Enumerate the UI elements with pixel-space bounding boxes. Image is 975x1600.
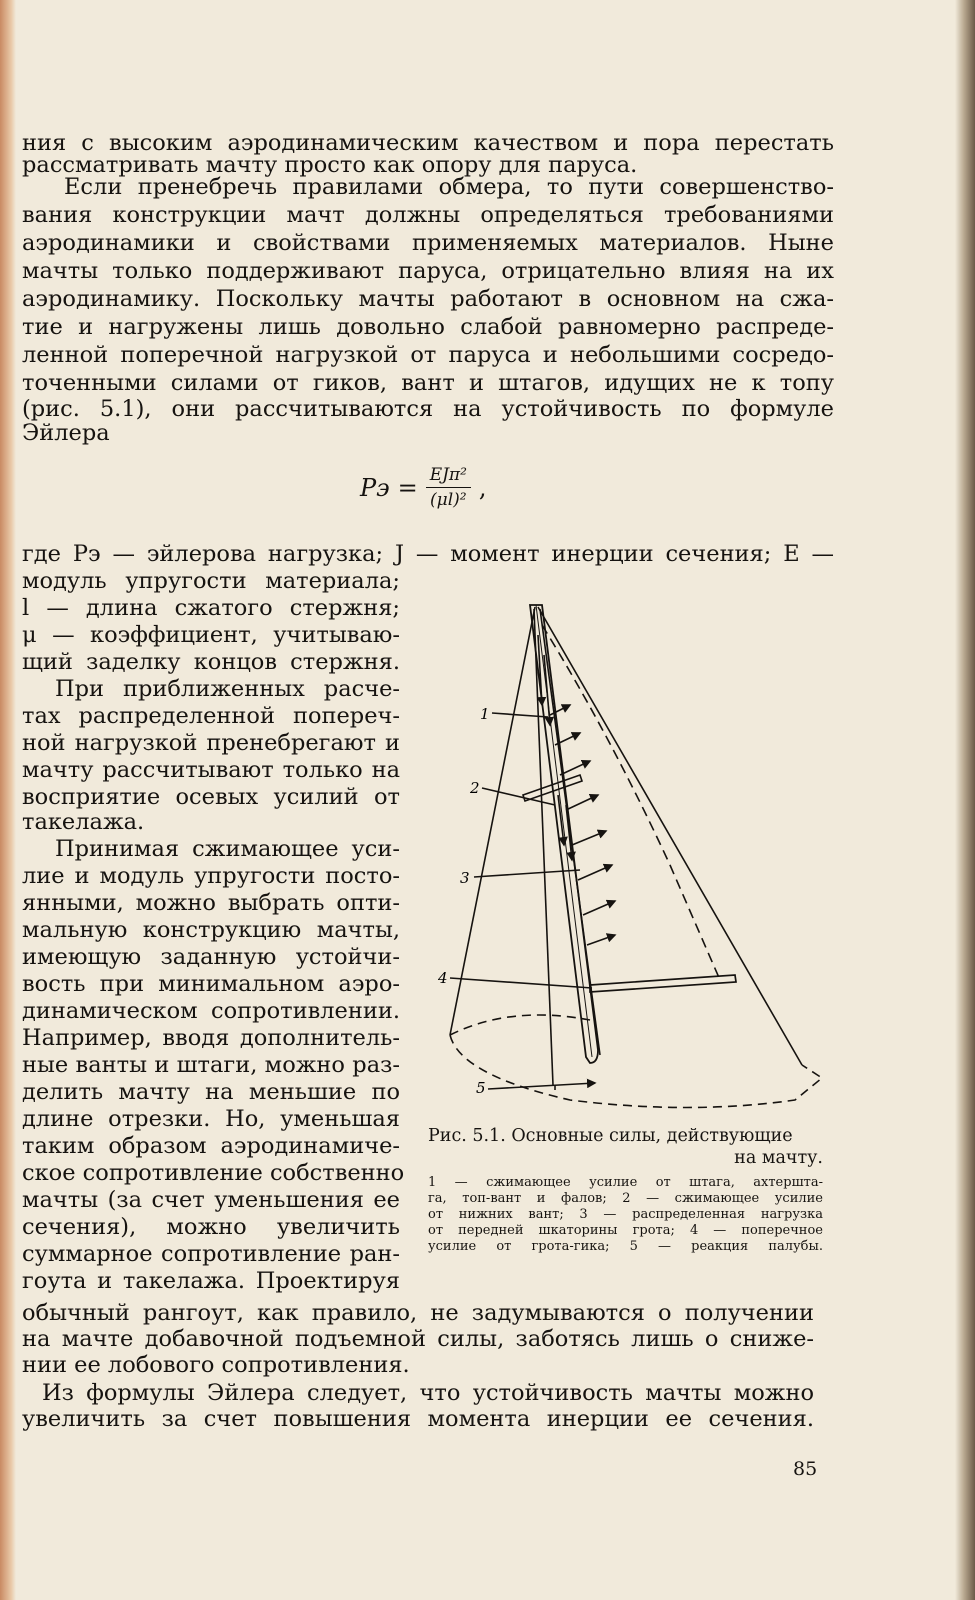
sail-leech [542,625,720,980]
text-line: вость при минимальном аэро- [22,971,400,997]
text-line: мачту рассчитывают только на [22,757,400,783]
text-line: ной нагрузкой пренебрегают и [22,730,400,756]
caption-legend-line: усилие от грота-гика; 5 — реакция палубы. [428,1239,823,1254]
text-line: мальную конструкцию мачты, [22,917,400,943]
caption-legend-line: от передней шкаторины грота; 4 — поперечное [428,1223,823,1238]
caption-title-line: на мачту. [734,1148,823,1168]
text-line: точенными силами от гиков, вант и штагов, идущих не к топу [22,370,834,396]
text-line: Принимая сжимающее уси- [55,836,400,862]
text-line: аэродинамики и свойствами применяемых материалов. Ныне [22,230,834,256]
text-line: l — длина сжатого стержня; [22,595,400,621]
text-line: увеличить за счет повышения момента инерции ее сечения. [22,1406,814,1432]
formula-numerator: EJπ² [426,465,471,488]
euler-formula [360,465,487,510]
formula-comma: , [478,473,487,502]
figure-label-4: 4 [438,969,448,987]
text-line: щий заделку концов стержня. [22,649,400,675]
text-line: При приближенных расче- [55,676,400,702]
figure-label-2: 2 [470,779,480,797]
text-line: ленной поперечной нагрузкой от паруса и небольшими сосредо- [22,342,834,368]
text-line: μ — коэффициент, учитываю- [22,622,400,648]
text-line: Из формулы Эйлера следует, что устойчивость мачты можно [42,1380,814,1406]
text-line: лие и модуль упругости посто- [22,863,400,889]
text-line: аэродинамику. Поскольку мачты работают в основном на сжа- [22,286,834,312]
text-line: где Pэ — эйлерова нагрузка; J — момент инерции сечения; E — [22,541,834,567]
text-line: Эйлера [22,420,110,446]
caption-title-line: Рис. 5.1. Основные силы, действующие [428,1126,793,1146]
text-line: Например, вводя дополнитель- [22,1025,400,1051]
text-line: сечения), можно увеличить [22,1214,400,1240]
caption-legend-line: 1 — сжимающее усилие от штага, ахтершта- [428,1175,823,1190]
text-line: нии ее лобового сопротивления. [22,1352,410,1378]
leader-5 [488,1083,595,1089]
text-line: янными, можно выбрать опти- [22,890,400,916]
text-line: мачты (за счет уменьшения ее [22,1187,400,1213]
text-line: гоута и такелажа. Проектируя [22,1268,400,1294]
formula-lhs: Pэ [360,473,390,502]
text-line: Если пренебречь правилами обмера, то пути совершенство- [64,174,834,200]
text-line: имеющую заданную устойчи- [22,944,400,970]
text-line: ния с высоким аэродинамическим качеством и пора перестать [22,130,834,156]
caption-legend-line: га, топ-вант и фалов; 2 — сжимающее усилие [428,1191,823,1206]
text-line: ные ванты и штаги, можно раз- [22,1052,400,1078]
leader-4 [450,978,592,988]
figure-label-5: 5 [476,1079,486,1097]
forestay-line [450,607,535,1035]
text-line: восприятие осевых усилий от [22,784,400,810]
text-line: (рис. 5.1), они рассчитываются на устойчивость по формуле [22,396,834,422]
text-line: делить мачту на меньшие по [22,1079,400,1105]
text-line: тие и нагружены лишь довольно слабой равномерно распреде- [22,314,834,340]
text-line: суммарное сопротивление ран- [22,1241,400,1267]
boom [590,975,736,992]
formula-denominator: (μl)² [430,490,467,510]
text-line: длине отрезки. Но, уменьшая [22,1106,400,1132]
text-line: рассматривать мачту просто как опору для паруса. [22,152,638,178]
text-line: динамическом сопротивлении. [22,998,400,1024]
formula-fraction [426,465,471,510]
caption-title [428,1125,823,1169]
text-line: вания конструкции мачт должны определяться требованиями [22,202,834,228]
text-line: тах распределенной попереч- [22,703,400,729]
page-edge-left [0,0,16,1600]
page-number: 85 [793,1458,818,1480]
leader-2 [482,788,555,805]
leader-1 [492,713,548,717]
caption-legend [428,1175,823,1255]
text-line: такелажа. [22,809,145,835]
page-edge-right [955,0,975,1600]
figure-caption [428,1125,823,1255]
mast-force-diagram [430,595,830,1135]
caption-legend-line: от нижних вант; 3 — распределенная нагрузка [428,1207,823,1222]
deck-outline [450,1035,822,1108]
text-line: ское сопротивление собственно [22,1160,405,1186]
figure-label-1: 1 [480,705,490,723]
text-line: на мачте добавочной подъемной силы, заботясь лишь о сниже- [22,1326,814,1352]
formula-equals: = [397,473,418,502]
text-line: мачты только поддерживают паруса, отрицательно влияя на их [22,258,834,284]
text-line: модуль упругости материала; [22,568,400,594]
text-line: таким образом аэродинамиче- [22,1133,400,1159]
figure-5-1 [430,595,830,1135]
text-line: обычный рангоут, как правило, не задумываются о получении [22,1300,814,1326]
figure-label-3: 3 [460,869,470,887]
